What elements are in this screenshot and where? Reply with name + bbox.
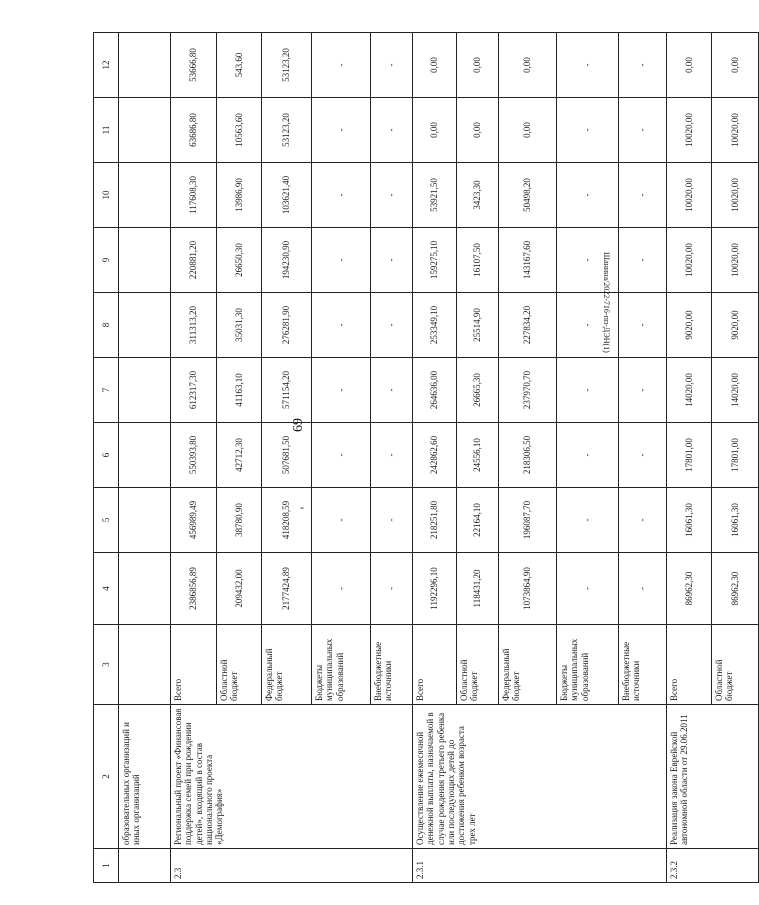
table-row [413,33,457,883]
value-cell: 209432,00 [217,553,262,625]
value-cell: 0,00 [413,33,457,98]
value-cell: 0,00 [499,33,557,98]
value-cell: 418208,59 [262,488,312,553]
row-code: 2.3 [171,849,413,883]
value-cell: - [619,293,667,358]
value-cell: - [557,98,619,163]
value-cell: 0,00 [712,33,759,98]
column-header: 10 [94,163,119,228]
column-header: 8 [94,293,119,358]
value-cell: 10020,00 [712,228,759,293]
value-cell: 2177424,89 [262,553,312,625]
value-cell: - [371,33,413,98]
activity-name: Региональный проект «Финансовая поддержка семей при рождении детей», входящий в состав национального проекта «Демография» [171,705,413,849]
value-cell: - [557,163,619,228]
value-cell: 0,00 [413,98,457,163]
value-cell: - [619,98,667,163]
value-cell: - [619,423,667,488]
value-cell: 86962,30 [667,553,712,625]
value-cell: - [312,98,371,163]
value-cell: - [557,488,619,553]
value-cell: - [371,358,413,423]
value-cell: 14020,00 [667,358,712,423]
value-cell: 53666,80 [171,33,217,98]
value-cell: - [312,358,371,423]
column-header: 3 [94,625,119,705]
value-cell: 550393,80 [171,423,217,488]
value-cell: - [371,488,413,553]
value-cell: 53921,50 [413,163,457,228]
value-cell: - [619,228,667,293]
value-cell: 26665,30 [457,358,499,423]
value-cell: 253349,10 [413,293,457,358]
value-cell: 1073864,90 [499,553,557,625]
table-row [667,33,712,883]
value-cell: 26650,30 [217,228,262,293]
value-cell: 237970,70 [499,358,557,423]
value-cell: 10563,60 [217,98,262,163]
value-cell: 0,00 [457,33,499,98]
value-cell: 159275,10 [413,228,457,293]
value-cell: 42712,30 [217,423,262,488]
value-cell: 264636,00 [413,358,457,423]
value-cell: 218306,50 [499,423,557,488]
value-cell: 17801,00 [667,423,712,488]
value-cell: 16061,30 [667,488,712,553]
value-cell: 14020,00 [712,358,759,423]
value-cell: 311313,20 [171,293,217,358]
value-cell: 13986,90 [217,163,262,228]
row-code: 2.3.1 [413,849,667,883]
funding-source: Федеральный бюджет [262,625,312,705]
value-cell: 10020,00 [712,163,759,228]
value-cell: - [371,293,413,358]
value-cell: 194230,90 [262,228,312,293]
value-cell: - [619,488,667,553]
funding-source: Всего [667,625,712,705]
value-cell: 22164,10 [457,488,499,553]
table-row [119,33,171,883]
value-cell: 16061,30 [712,488,759,553]
value-cell: - [371,98,413,163]
value-cell: - [557,293,619,358]
value-cell: 10020,00 [712,98,759,163]
value-cell: - [371,423,413,488]
value-cell: 16107,50 [457,228,499,293]
page-mark: - [300,500,304,514]
value-cell: 50498,20 [499,163,557,228]
funding-source: Всего [171,625,217,705]
value-cell: - [619,163,667,228]
value-cell: 53123,20 [262,98,312,163]
value-cell: 196087,70 [499,488,557,553]
value-cell: 543,60 [217,33,262,98]
value-cell: 53123,20 [262,33,312,98]
activity-name: Реализация закона Еврейской автономной области от 29.06.2011 [667,705,759,849]
table-row [171,33,217,883]
cell-continuation: образовательных организаций и иных организаций [119,705,171,849]
value-cell: 0,00 [499,98,557,163]
value-cell: 571154,20 [262,358,312,423]
value-cell: 17801,00 [712,423,759,488]
value-cell: 118431,20 [457,553,499,625]
column-header: 11 [94,98,119,163]
value-cell: 227834,20 [499,293,557,358]
cell-code [119,849,171,883]
budget-table [93,32,759,883]
value-cell: 103621,40 [262,163,312,228]
value-cell: 9020,00 [667,293,712,358]
row-code: 2.3.2 [667,849,759,883]
funding-source: Внебюджетные источники [619,625,667,705]
cell-source [119,625,171,705]
document-code: Шанина/2022-716-пп-ДЭН(1) [602,252,611,353]
value-cell: 41163,10 [217,358,262,423]
funding-source: Всего [413,625,457,705]
value-cell: 10020,00 [667,98,712,163]
column-header: 5 [94,488,119,553]
value-cell: 1192296,10 [413,553,457,625]
value-cell: 10020,00 [667,228,712,293]
value-cell: 242862,60 [413,423,457,488]
column-header: 6 [94,423,119,488]
value-cell: - [312,293,371,358]
value-cell: 10020,00 [667,163,712,228]
value-cell: 24556,10 [457,423,499,488]
value-cell: 220881,20 [171,228,217,293]
funding-source: Областной бюджет [457,625,499,705]
value-cell: - [312,553,371,625]
value-cell: - [312,228,371,293]
page-number: 69 [291,418,306,432]
value-cell: - [371,228,413,293]
funding-source: Внебюджетные источники [371,625,413,705]
funding-source: Областной бюджет [217,625,262,705]
value-cell: 143167,60 [499,228,557,293]
value-cell: 0,00 [457,98,499,163]
value-cell: - [557,423,619,488]
value-cell: - [312,488,371,553]
value-cell: 3423,30 [457,163,499,228]
value-cell: - [312,163,371,228]
value-cell: 218251,80 [413,488,457,553]
funding-source: Федеральный бюджет [499,625,557,705]
header-row [94,33,119,883]
value-cell: - [312,423,371,488]
value-cell: 456989,49 [171,488,217,553]
value-cell: 25514,90 [457,293,499,358]
column-header: 1 [94,849,119,883]
column-header: 4 [94,553,119,625]
value-cell: 86962,30 [712,553,759,625]
value-cell: - [557,358,619,423]
column-header: 12 [94,33,119,98]
funding-source: Областной бюджет [712,625,759,705]
value-cell: 612317,30 [171,358,217,423]
value-cell: 9020,00 [712,293,759,358]
value-cell: 63686,80 [171,98,217,163]
value-cell: 0,00 [667,33,712,98]
value-cell: 117608,30 [171,163,217,228]
value-cell: - [371,553,413,625]
column-header: 2 [94,705,119,849]
value-cell: - [557,228,619,293]
value-cell: - [312,33,371,98]
value-cell: - [619,553,667,625]
value-cell: 35031,30 [217,293,262,358]
value-cell: - [557,33,619,98]
funding-source: Бюджеты муниципальных образований [312,625,371,705]
value-cell: 2386856,89 [171,553,217,625]
value-cell: 507681,50 [262,423,312,488]
value-cell: - [557,553,619,625]
value-cell: 276281,90 [262,293,312,358]
column-header: 7 [94,358,119,423]
value-cell: 38780,90 [217,488,262,553]
column-header: 9 [94,228,119,293]
value-cell: - [371,163,413,228]
value-cell: - [619,358,667,423]
activity-name: Осуществление ежемесячной денежной выплаты, назначаемой в случае рождения третьего ребенка или последующих детей до достижения ребенком возраста трех лет [413,705,667,849]
funding-source: Бюджеты муниципальных образований [557,625,619,705]
value-cell: - [619,33,667,98]
table-body [94,33,759,883]
